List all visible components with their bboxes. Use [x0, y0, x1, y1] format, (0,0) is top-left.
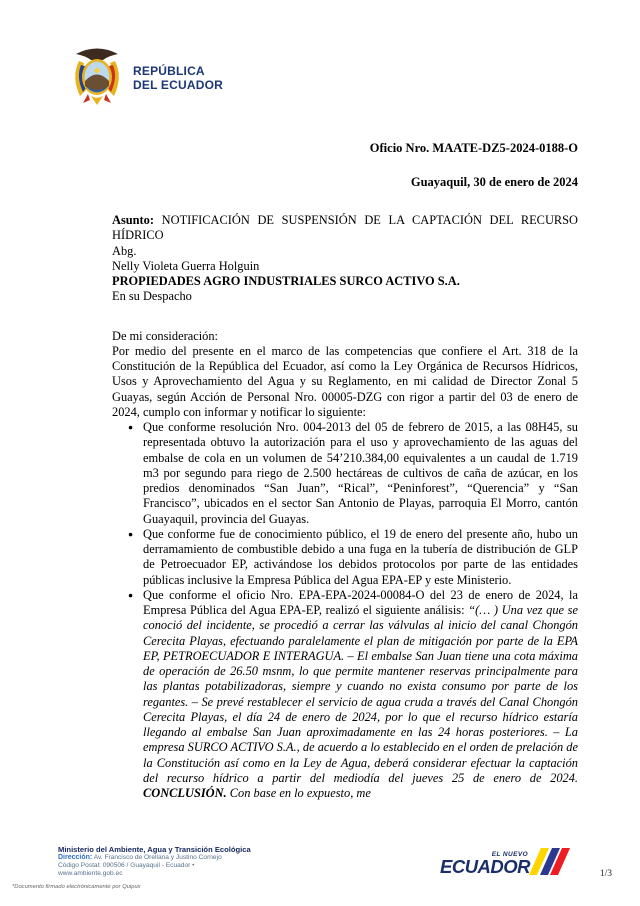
bullet-item [143, 588, 578, 802]
footer-address-text: Av. Francisco de Orellana y Justino Cornejo [93, 854, 222, 861]
logo-text [440, 851, 530, 875]
signature-note: *Documento firmado electrónicamente por Quipux [12, 884, 141, 890]
letter-date: Guayaquil, 30 de enero de 2024 [410, 175, 578, 189]
header-emblem [70, 44, 223, 111]
bullet-lead: Que conforme el oficio Nro. EPA-EPA-2024-00084-O del 23 de enero de 2024, la Empresa Pública del Agua EPA-EP, realizó el siguiente análisis: [143, 587, 578, 617]
bullet-quote-tail: Con base en lo expuesto, me [226, 786, 371, 800]
bullet-item [143, 420, 578, 527]
bullet-conclusion: CONCLUSIÓN. [143, 786, 227, 800]
flag-stripes-icon [529, 848, 570, 875]
footer-website: www.ambiente.gob.ec [58, 870, 123, 878]
republic-label [133, 64, 223, 92]
recipient-company: PROPIEDADES AGRO INDUSTRIALES SURCO ACTIVO S.A. [112, 274, 460, 288]
logo-main-label: ECUADOR [440, 856, 531, 877]
recipient-title: Abg. [112, 243, 137, 258]
intro-paragraph: Por medio del presente en el marco de las competencias que confiere el Art. 318 de la Constitución de la República del Ecuador, así como la Ley Orgánica de Recursos Hídricos, Usos y Aprovechamiento del Agua y su Reglamento, en mi calidad de Director Zonal 5 Guayas, según Acción de Personal Nro. 00005-DZG con rigor a partir del 03 de enero de 2024, cumplo con informar y notificar lo siguiente: [112, 343, 578, 419]
recipient-name: Nelly Violeta Guerra Holguin [112, 258, 260, 273]
ecuador-coat-of-arms-icon [70, 44, 124, 111]
oficio-number: Oficio Nro. MAATE-DZ5-2024-0188-O [369, 141, 578, 155]
footer-postal: Código Postal: 090506 / Guayaquil - Ecuador • [58, 862, 195, 870]
republic-line2: DEL ECUADOR [133, 77, 223, 92]
subject-line [112, 213, 578, 244]
footer-address-label: Dirección: [58, 854, 93, 861]
bullet-text: Que conforme resolución Nro. 004-2013 del 05 de febrero de 2015, a las 08H45, su representada obtuvo la autorización para el uso y aprovechamiento de las aguas del embalse de cola en un volumen de 54’210.384,00 equivalentes a un caudal de 1.719 m3 por segundo para riego de 2.500 hectáreas de cultivos de caña de azúcar, en los predios denominados “San Juan”, “Rical”, “Peninforest”, “Querencia” y “San Francisco”, ubicados en el sector San Antonio de Playas, parroquia El Morro, cantón Guayaquil, provincia del Guayas. [143, 420, 578, 526]
letter-meta [370, 141, 578, 190]
bullet-list [112, 420, 578, 801]
bullet-item [143, 527, 578, 588]
letter-body [112, 213, 578, 847]
subject-label: Asunto: [112, 213, 154, 227]
recipient-block [112, 244, 578, 305]
recipient-location: En su Despacho [112, 289, 192, 304]
footer-info [58, 845, 251, 879]
salutation: De mi consideración: [112, 328, 218, 343]
republic-line1: REPÚBLICA [133, 63, 205, 78]
el-nuevo-ecuador-logo [440, 848, 564, 875]
footer-address [58, 854, 251, 862]
logo-top-label: EL NUEVO [491, 851, 529, 858]
footer-ministry: Ministerio del Ambiente, Agua y Transición Ecológica [58, 845, 251, 854]
bullet-quote: “(… ) Una vez que se conoció del incidente, se procedió a cerrar las válvulas al inicio del canal Chongón Cerecita Playas, efectuando paralelamente el plan de mitigación por parte de la EPA EP, PETROECUADOR E INTERAGUA. – El embalse San Juan tiene una cota máxima de operación de 26.50 msnm, lo que permite mantener reservas principalmente para las plantas potabilizadoras, siempre y cuando no exista consumo por parte de los regantes. – Se prevé restablecer el servicio de agua cruda a través del Canal Chongón Cerecita Playas, el día 24 de enero de 2024, por lo que el recurso hídrico estaría llegando al embalse San Juan aproximadamente en las 24 horas posteriores. – La empresa SURCO ACTIVO S.A., de acuerdo a lo establecido en el orden de prelación de la Constitución así como en la Ley de Agua, deberá considerar efectuar la captación del recurso hídrico a partir del mediodía del jueves 25 de enero de 2024. [143, 603, 578, 785]
subject-text: NOTIFICACIÓN DE SUSPENSIÓN DE LA CAPTACIÓN DEL RECURSO HÍDRICO [112, 213, 578, 243]
bullet-text: Que conforme fue de conocimiento público, el 19 de enero del presente año, hubo un derramamiento de combustible debido a una fuga en la tubería de distribución de GLP de Petroecuador EP, activándose los debidos protocolos por parte de las entidades públicas inclusive la Empresa Pública del Agua EPA-EP y este Ministerio. [143, 526, 578, 587]
page-number: 1/3 [599, 869, 612, 879]
